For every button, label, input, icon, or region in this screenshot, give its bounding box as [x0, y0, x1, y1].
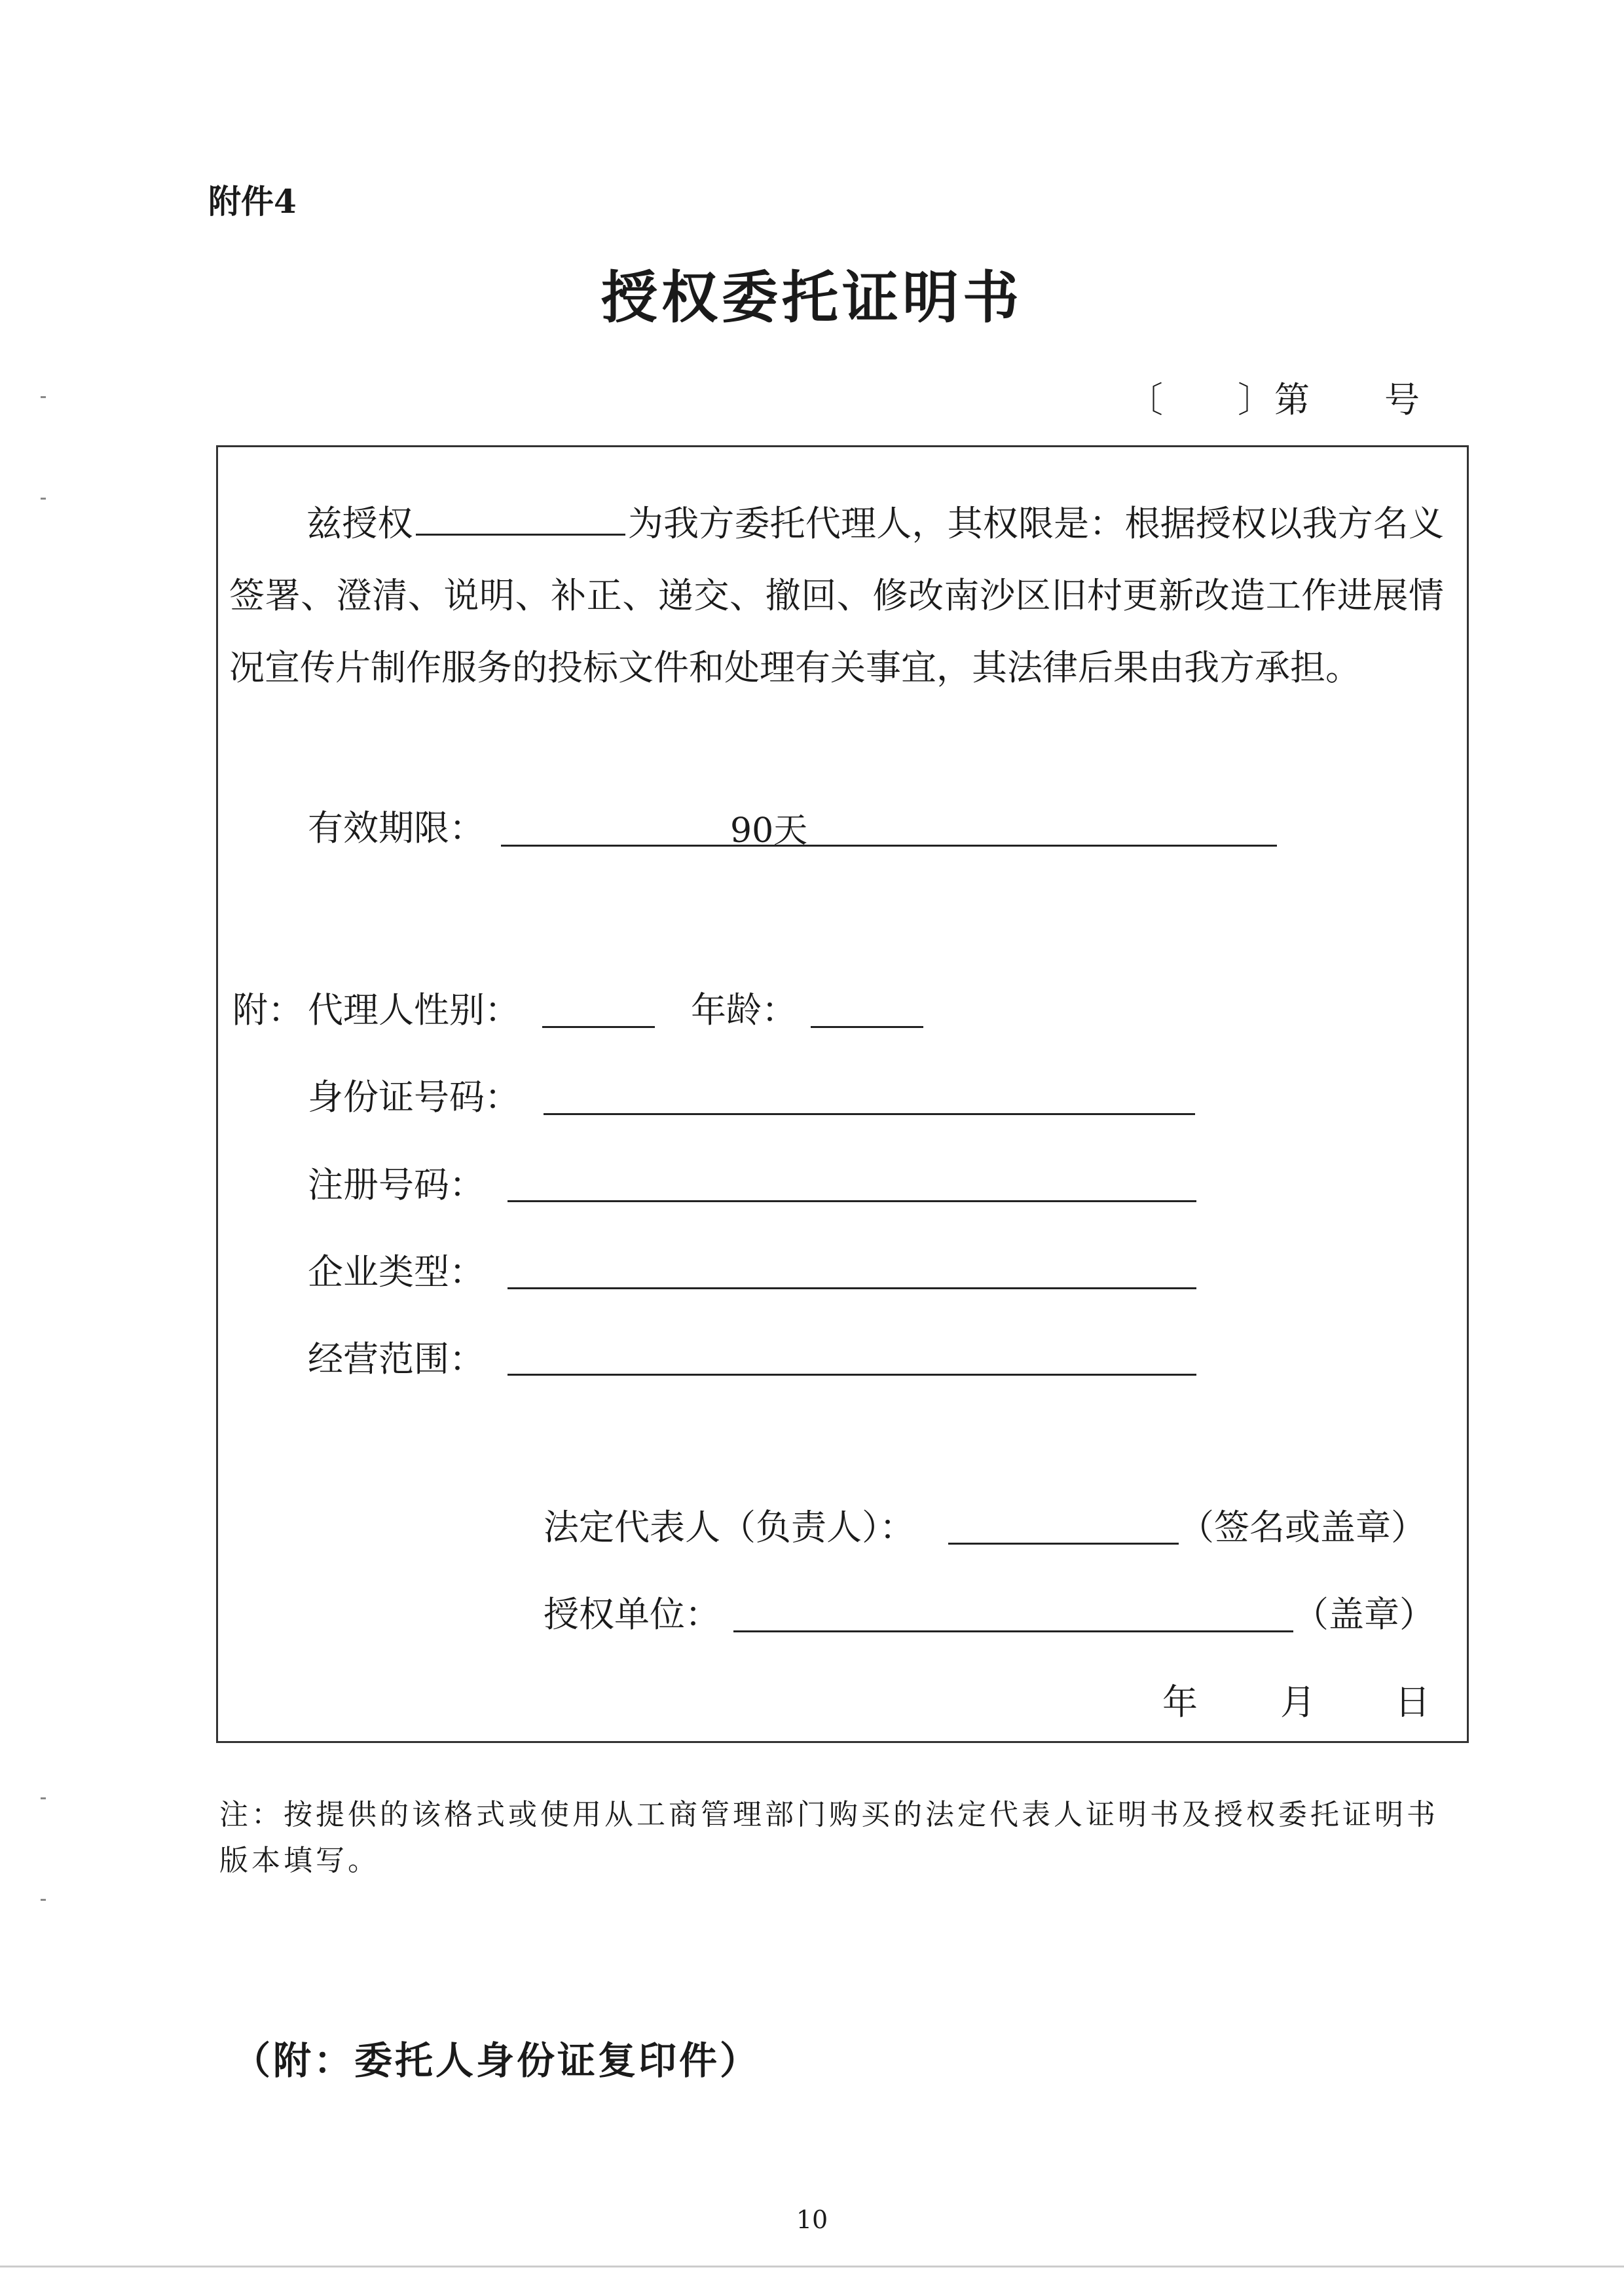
registration-number-line[interactable] — [507, 1200, 1196, 1202]
validity-label: 有效期限： — [308, 807, 485, 849]
scan-speck — [41, 1797, 46, 1799]
enterprise-type-line[interactable] — [507, 1287, 1196, 1289]
authorization-text: 为我方委托代理人，其权限是：根据授权以我方名义签署、澄清、说明、补正、递交、撤回、修改南沙区旧村更新改造工作进展情况宣传片制作服务的投标文件和处理有关事宜，其法律后果由我方承担。 — [229, 503, 1445, 688]
page-number: 10 — [796, 2205, 828, 2234]
scan-speck — [41, 1899, 46, 1901]
agent-gender-label: 代理人性别： — [308, 989, 520, 1031]
document-number: 〔 〕第 号 — [1128, 379, 1421, 420]
date-day: 日 — [1395, 1681, 1430, 1723]
authorizing-unit-label: 授权单位： — [544, 1594, 720, 1635]
agent-age-line[interactable] — [811, 1026, 923, 1028]
agent-name-blank[interactable] — [416, 498, 625, 536]
validity-line[interactable] — [501, 845, 1277, 847]
authorization-prefix: 兹授权 — [306, 503, 413, 544]
scan-speck — [41, 396, 46, 398]
authorization-paragraph — [229, 488, 1444, 704]
authorizing-unit-line[interactable] — [733, 1630, 1293, 1632]
enterprise-type-label: 企业类型： — [308, 1251, 485, 1293]
scan-bottom-edge — [0, 2266, 1624, 2267]
legal-rep-label: 法定代表人（负责人）： — [544, 1507, 915, 1548]
legal-rep-line[interactable] — [948, 1543, 1179, 1545]
date-month: 月 — [1280, 1681, 1316, 1723]
agent-age-label: 年龄： — [691, 989, 797, 1031]
appendix-note: （附：委托人身份证复印件） — [232, 2038, 761, 2083]
validity-value: 90天 — [730, 811, 808, 851]
legal-rep-suffix: （签名或盖章） — [1179, 1507, 1426, 1548]
business-scope-line[interactable] — [507, 1374, 1196, 1376]
id-number-label: 身份证号码： — [308, 1076, 520, 1118]
business-scope-label: 经营范围： — [308, 1338, 485, 1380]
id-number-line[interactable] — [544, 1113, 1195, 1115]
scan-speck — [41, 498, 46, 500]
agent-prefix: 附： — [232, 989, 303, 1031]
agent-gender-line[interactable] — [542, 1026, 655, 1028]
footnote: 注：按提供的该格式或使用从工商管理部门购买的法定代表人证明书及授权委托证明书版本填写。 — [219, 1798, 1439, 1877]
date-year: 年 — [1162, 1681, 1198, 1723]
document-title: 授权委托证明书 — [601, 265, 1023, 331]
attachment-label: 附件4 — [208, 182, 297, 221]
authorizing-unit-suffix: （盖章） — [1293, 1594, 1435, 1635]
registration-number-label: 注册号码： — [308, 1164, 485, 1205]
